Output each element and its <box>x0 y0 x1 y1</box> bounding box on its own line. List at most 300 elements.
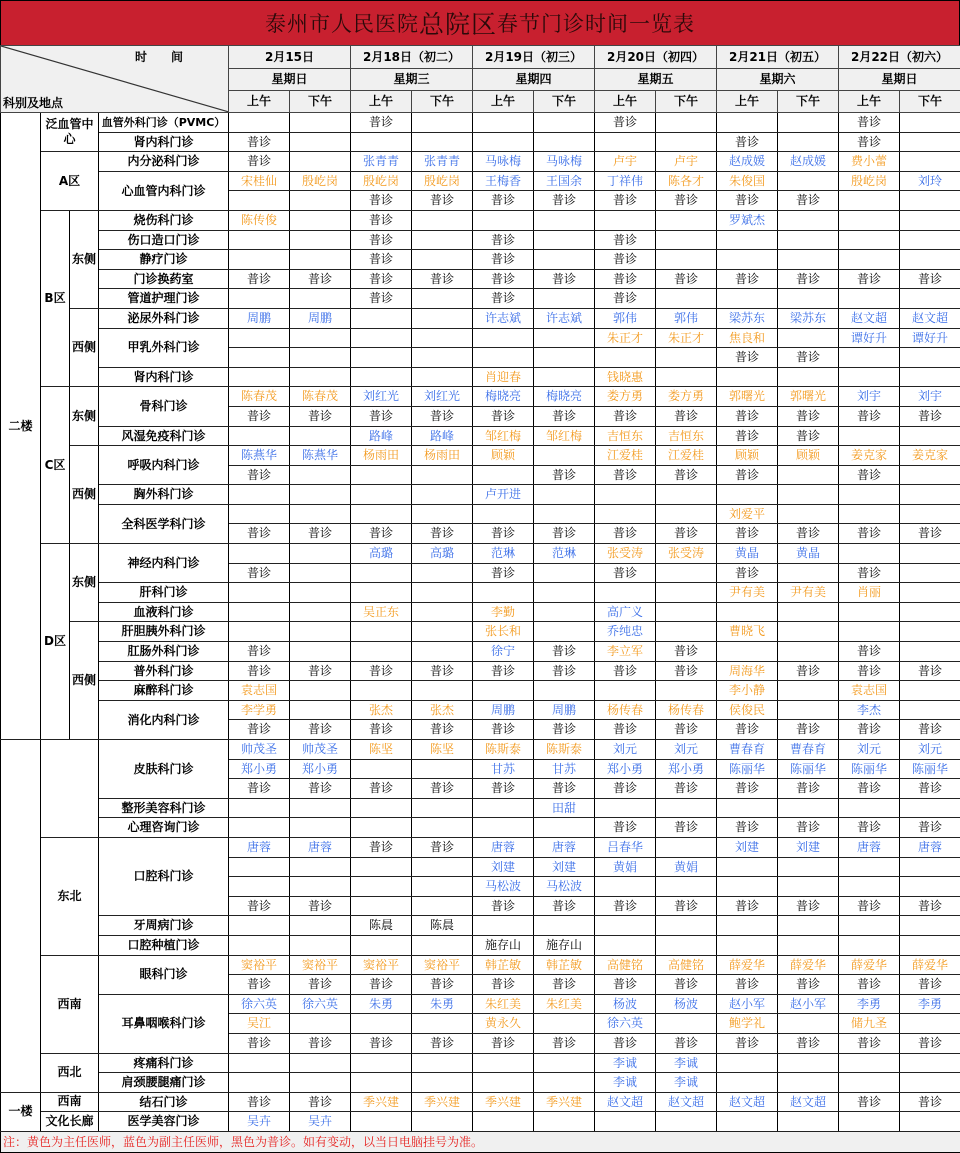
am-slot <box>595 759 656 779</box>
am-slot <box>839 779 900 799</box>
doctor-entry: 刘爱平 <box>729 508 765 521</box>
pm-slot <box>534 191 595 211</box>
doctor-entry: 郑小勇 <box>241 763 277 776</box>
department-label: 肾内科门诊 <box>99 367 229 387</box>
pm-slot <box>900 1112 960 1132</box>
doctor-entry: 邹红梅 <box>546 430 582 443</box>
am-slot <box>229 387 290 407</box>
am-slot <box>839 935 900 955</box>
pm-slot <box>656 720 717 740</box>
general-clinic-entry: 普诊 <box>430 410 454 423</box>
am-slot <box>717 759 778 779</box>
pm-slot <box>778 367 839 387</box>
pm-slot <box>656 250 717 270</box>
doctor-entry: 窦裕平 <box>241 959 277 972</box>
side-label: 西侧 <box>70 308 99 386</box>
pm-slot <box>900 798 960 818</box>
am-slot <box>229 152 290 172</box>
date-header: 2月22日（初六） <box>839 46 960 69</box>
am-slot <box>229 289 290 309</box>
department-label: 眼科门诊 <box>99 955 229 994</box>
am-slot <box>351 994 412 1014</box>
pm-slot <box>656 465 717 485</box>
doctor-entry: 高璐 <box>430 547 454 560</box>
am-slot <box>351 387 412 407</box>
general-clinic-entry: 普诊 <box>430 841 454 854</box>
general-clinic-entry: 普诊 <box>369 978 393 991</box>
general-clinic-entry: 普诊 <box>247 723 271 736</box>
department-label: 骨科门诊 <box>99 387 229 426</box>
am-slot <box>473 524 534 544</box>
doctor-entry: 高璐 <box>369 547 393 560</box>
pm-slot <box>656 191 717 211</box>
pm-slot <box>412 563 473 583</box>
schedule-row <box>1 132 960 152</box>
general-clinic-entry: 普诊 <box>674 527 698 540</box>
pm-slot <box>778 837 839 857</box>
area-label: D区 <box>41 544 70 740</box>
doctor-entry: 窦裕平 <box>363 959 399 972</box>
general-clinic-entry: 普诊 <box>247 527 271 540</box>
pm-slot <box>534 642 595 662</box>
weekday-header: 星期六 <box>717 69 839 91</box>
am-slot <box>473 269 534 289</box>
department-label: 口腔种植门诊 <box>99 935 229 955</box>
am-slot <box>473 622 534 642</box>
schedule-row <box>1 681 960 701</box>
am-slot <box>717 1053 778 1073</box>
am-slot <box>351 269 412 289</box>
pm-slot <box>778 622 839 642</box>
general-clinic-entry: 陈晨 <box>430 919 454 932</box>
pm-slot <box>656 132 717 152</box>
doctor-entry: 曹春育 <box>790 743 826 756</box>
doctor-entry: 吴卉 <box>308 1115 332 1128</box>
doctor-entry: 梅晓亮 <box>546 390 582 403</box>
department-label: 麻醉科门诊 <box>99 681 229 701</box>
am-slot <box>595 642 656 662</box>
doctor-entry: 刘玲 <box>918 175 942 188</box>
pm-slot <box>778 348 839 368</box>
am-slot <box>473 1014 534 1034</box>
pm-slot <box>900 1073 960 1093</box>
general-clinic-entry: 普诊 <box>552 665 576 678</box>
am-slot <box>839 740 900 760</box>
am-slot <box>473 250 534 270</box>
pm-slot <box>290 642 351 662</box>
date-header: 2月21日（初五） <box>717 46 839 69</box>
am-slot <box>717 348 778 368</box>
weekday-header: 星期日 <box>229 69 351 91</box>
pm-slot <box>412 818 473 838</box>
doctor-entry: 甘苏 <box>552 763 576 776</box>
pm-slot <box>534 1073 595 1093</box>
general-clinic-entry: 普诊 <box>369 410 393 423</box>
general-clinic-entry: 普诊 <box>918 665 942 678</box>
pm-slot <box>656 269 717 289</box>
pm-slot <box>900 916 960 936</box>
doctor-entry: 陈燕华 <box>241 449 277 462</box>
am-slot <box>351 975 412 995</box>
pm-slot <box>778 583 839 603</box>
doctor-entry: 赵小军 <box>729 998 765 1011</box>
am-slot <box>839 485 900 505</box>
pm-header: 下午 <box>778 91 839 113</box>
am-slot <box>595 191 656 211</box>
department-label: 烧伤科门诊 <box>99 210 229 230</box>
am-slot <box>351 465 412 485</box>
pm-slot <box>900 1014 960 1034</box>
general-clinic-entry: 普诊 <box>674 978 698 991</box>
pm-slot <box>900 975 960 995</box>
am-slot <box>595 171 656 191</box>
pm-slot <box>412 798 473 818</box>
pm-slot <box>656 171 717 191</box>
doctor-entry: 徐六英 <box>302 998 338 1011</box>
pm-slot <box>778 250 839 270</box>
doctor-entry: 郑小勇 <box>302 763 338 776</box>
general-clinic-entry: 普诊 <box>247 900 271 913</box>
doctor-entry: 帅茂圣 <box>241 743 277 756</box>
am-slot <box>595 896 656 916</box>
am-slot <box>717 230 778 250</box>
am-slot <box>229 426 290 446</box>
area-label: A区 <box>41 152 99 211</box>
pm-slot <box>290 524 351 544</box>
schedule-row <box>1 622 960 642</box>
am-slot <box>229 622 290 642</box>
general-clinic-entry: 普诊 <box>735 723 759 736</box>
am-slot <box>839 171 900 191</box>
am-slot <box>839 152 900 172</box>
general-clinic-entry: 普诊 <box>247 469 271 482</box>
doctor-entry: 李立军 <box>607 645 643 658</box>
pm-slot <box>534 544 595 564</box>
pm-slot <box>534 152 595 172</box>
doctor-entry: 朱正才 <box>668 332 704 345</box>
diagonal-header-cell <box>1 46 228 112</box>
am-slot <box>473 1092 534 1112</box>
general-clinic-entry: 普诊 <box>491 234 515 247</box>
general-clinic-entry: 普诊 <box>247 978 271 991</box>
department-label: 疼痛科门诊 <box>99 1053 229 1073</box>
pm-slot <box>534 798 595 818</box>
pm-slot <box>412 1053 473 1073</box>
general-clinic-entry: 普诊 <box>674 665 698 678</box>
pm-slot <box>778 642 839 662</box>
pm-slot <box>534 230 595 250</box>
doctor-entry: 唐蓉 <box>247 841 271 854</box>
pm-slot <box>656 485 717 505</box>
pm-slot <box>900 387 960 407</box>
date-row <box>1 46 960 69</box>
schedule-row <box>1 387 960 407</box>
am-slot <box>351 759 412 779</box>
am-slot <box>229 896 290 916</box>
am-slot <box>473 779 534 799</box>
pm-slot <box>778 857 839 877</box>
am-slot <box>351 1073 412 1093</box>
am-slot <box>229 798 290 818</box>
general-clinic-entry: 普诊 <box>430 194 454 207</box>
date-header: 2月19日（初三） <box>473 46 595 69</box>
doctor-entry: 娄方勇 <box>668 390 704 403</box>
pm-slot <box>900 877 960 897</box>
am-slot <box>229 191 290 211</box>
pm-slot <box>534 210 595 230</box>
general-clinic-entry: 普诊 <box>308 782 332 795</box>
doctor-entry: 陈丽华 <box>851 763 887 776</box>
pm-slot <box>900 563 960 583</box>
pm-slot <box>656 230 717 250</box>
doctor-entry: 赵文超 <box>851 312 887 325</box>
pm-slot <box>656 308 717 328</box>
pm-slot <box>412 1092 473 1112</box>
pm-slot <box>290 759 351 779</box>
am-slot <box>595 1112 656 1132</box>
department-label: 内分泌科门诊 <box>99 152 229 172</box>
am-slot <box>351 896 412 916</box>
pm-slot <box>778 1014 839 1034</box>
pm-slot <box>412 524 473 544</box>
doctor-entry: 赵成媛 <box>729 155 765 168</box>
am-slot <box>473 720 534 740</box>
am-slot <box>351 1053 412 1073</box>
am-slot <box>229 1053 290 1073</box>
am-slot <box>473 1073 534 1093</box>
pm-slot <box>900 896 960 916</box>
am-slot <box>229 524 290 544</box>
pm-slot <box>534 740 595 760</box>
am-slot <box>351 152 412 172</box>
doctor-entry: 季兴建 <box>546 1096 582 1109</box>
doctor-entry: 殷屹岗 <box>302 175 338 188</box>
pm-slot <box>412 328 473 348</box>
am-header: 上午 <box>229 91 290 113</box>
general-clinic-entry: 普诊 <box>857 665 881 678</box>
pm-slot <box>778 877 839 897</box>
pm-slot <box>534 759 595 779</box>
pm-slot <box>900 328 960 348</box>
department-label: 肛肠外科门诊 <box>99 642 229 662</box>
am-slot <box>839 955 900 975</box>
am-slot <box>595 779 656 799</box>
pm-slot <box>900 152 960 172</box>
am-slot <box>595 877 656 897</box>
am-slot <box>595 387 656 407</box>
doctor-entry: 窦裕平 <box>302 959 338 972</box>
pm-slot <box>778 328 839 348</box>
am-slot <box>229 446 290 466</box>
general-clinic-entry: 普诊 <box>491 292 515 305</box>
pm-slot <box>778 152 839 172</box>
general-clinic-entry: 普诊 <box>613 527 637 540</box>
pm-slot <box>534 308 595 328</box>
am-slot <box>351 485 412 505</box>
pm-slot <box>656 1014 717 1034</box>
pm-slot <box>290 994 351 1014</box>
pm-slot <box>412 171 473 191</box>
side-label: 东侧 <box>70 210 99 308</box>
pm-header: 下午 <box>656 91 717 113</box>
pm-slot <box>778 740 839 760</box>
pm-header: 下午 <box>534 91 595 113</box>
doctor-entry: 赵文超 <box>607 1096 643 1109</box>
pm-slot <box>778 191 839 211</box>
pm-slot <box>534 622 595 642</box>
am-slot <box>351 798 412 818</box>
pm-slot <box>290 406 351 426</box>
pm-slot <box>290 504 351 524</box>
general-clinic-entry: 普诊 <box>857 469 881 482</box>
general-clinic-entry: 普诊 <box>613 273 637 286</box>
pm-slot <box>900 426 960 446</box>
department-label: 心理咨询门诊 <box>99 818 229 838</box>
pm-slot <box>656 622 717 642</box>
pm-slot <box>290 583 351 603</box>
am-slot <box>717 955 778 975</box>
am-slot <box>351 622 412 642</box>
schedule-row <box>1 426 960 446</box>
general-clinic-entry: 普诊 <box>308 273 332 286</box>
pm-slot <box>778 524 839 544</box>
am-slot <box>717 406 778 426</box>
general-clinic-entry: 普诊 <box>735 410 759 423</box>
am-slot <box>229 700 290 720</box>
doctor-entry: 娄方勇 <box>607 390 643 403</box>
am-slot <box>717 563 778 583</box>
general-clinic-entry: 普诊 <box>369 841 393 854</box>
doctor-entry: 黄娟 <box>613 861 637 874</box>
doctor-entry: 袁志国 <box>851 684 887 697</box>
am-slot <box>473 485 534 505</box>
am-slot <box>595 563 656 583</box>
pm-slot <box>534 367 595 387</box>
pm-slot <box>534 779 595 799</box>
pm-slot <box>290 877 351 897</box>
doctor-entry: 李杰 <box>857 704 881 717</box>
pm-slot <box>778 935 839 955</box>
pm-slot <box>412 348 473 368</box>
general-clinic-entry: 施存山 <box>485 939 521 952</box>
general-clinic-entry: 普诊 <box>735 430 759 443</box>
schedule-row <box>1 916 960 936</box>
doctor-entry: 邹红梅 <box>485 430 521 443</box>
schedule-row <box>1 740 960 760</box>
am-slot <box>473 857 534 877</box>
doctor-entry: 田甜 <box>552 802 576 815</box>
general-clinic-entry: 普诊 <box>796 430 820 443</box>
department-label: 呼吸内科门诊 <box>99 446 229 485</box>
general-clinic-entry: 普诊 <box>613 116 637 129</box>
department-label: 肝科门诊 <box>99 583 229 603</box>
am-slot <box>717 289 778 309</box>
general-clinic-entry: 普诊 <box>918 782 942 795</box>
doctor-entry: 梁苏东 <box>790 312 826 325</box>
pm-slot <box>656 544 717 564</box>
general-clinic-entry: 普诊 <box>857 821 881 834</box>
pm-slot <box>290 602 351 622</box>
area-label <box>41 740 99 838</box>
general-clinic-entry: 普诊 <box>430 527 454 540</box>
pm-slot <box>534 387 595 407</box>
schedule-row <box>1 798 960 818</box>
pm-slot <box>534 935 595 955</box>
pm-header: 下午 <box>900 91 960 113</box>
am-slot <box>595 681 656 701</box>
pm-slot <box>290 387 351 407</box>
doctor-entry: 刘元 <box>613 743 637 756</box>
general-clinic-entry: 普诊 <box>552 723 576 736</box>
pm-slot <box>656 857 717 877</box>
pm-slot <box>778 759 839 779</box>
general-clinic-entry: 普诊 <box>491 782 515 795</box>
pm-slot <box>534 504 595 524</box>
am-slot <box>839 446 900 466</box>
general-clinic-entry: 普诊 <box>613 410 637 423</box>
general-clinic-entry: 普诊 <box>308 900 332 913</box>
am-slot <box>351 367 412 387</box>
pm-slot <box>412 308 473 328</box>
pm-slot <box>290 171 351 191</box>
pm-slot <box>290 896 351 916</box>
schedule-row <box>1 446 960 466</box>
am-slot <box>839 1014 900 1034</box>
pm-slot <box>656 818 717 838</box>
pm-slot <box>900 994 960 1014</box>
doctor-entry: 刘建 <box>735 841 759 854</box>
general-clinic-entry: 普诊 <box>613 253 637 266</box>
pm-slot <box>778 955 839 975</box>
am-slot <box>839 1053 900 1073</box>
am-slot <box>595 250 656 270</box>
pm-slot <box>656 289 717 309</box>
pm-slot <box>900 446 960 466</box>
doctor-entry: 宋桂仙 <box>241 175 277 188</box>
am-slot <box>229 818 290 838</box>
am-slot <box>351 210 412 230</box>
am-slot <box>473 975 534 995</box>
pm-slot <box>900 818 960 838</box>
am-slot <box>473 504 534 524</box>
pm-slot <box>412 1014 473 1034</box>
pm-slot <box>412 191 473 211</box>
am-header: 上午 <box>351 91 412 113</box>
am-header: 上午 <box>473 91 534 113</box>
am-slot <box>351 642 412 662</box>
pm-slot <box>412 230 473 250</box>
am-slot <box>839 426 900 446</box>
area-label: 泛血管中心 <box>41 113 99 152</box>
area-label: 东北 <box>41 837 99 955</box>
pm-slot <box>290 661 351 681</box>
am-slot <box>839 544 900 564</box>
pm-slot <box>900 406 960 426</box>
am-header: 上午 <box>717 91 778 113</box>
general-clinic-entry: 普诊 <box>613 665 637 678</box>
department-label: 神经内科门诊 <box>99 544 229 583</box>
am-slot <box>473 740 534 760</box>
dept-location-label: 科别及地点 <box>3 97 63 110</box>
pm-slot <box>900 485 960 505</box>
am-slot <box>351 289 412 309</box>
pm-slot <box>290 857 351 877</box>
doctor-entry: 马松波 <box>546 880 582 893</box>
general-clinic-entry: 普诊 <box>552 273 576 286</box>
doctor-entry: 范琳 <box>491 547 515 560</box>
doctor-entry: 杨雨田 <box>424 449 460 462</box>
pm-slot <box>656 759 717 779</box>
